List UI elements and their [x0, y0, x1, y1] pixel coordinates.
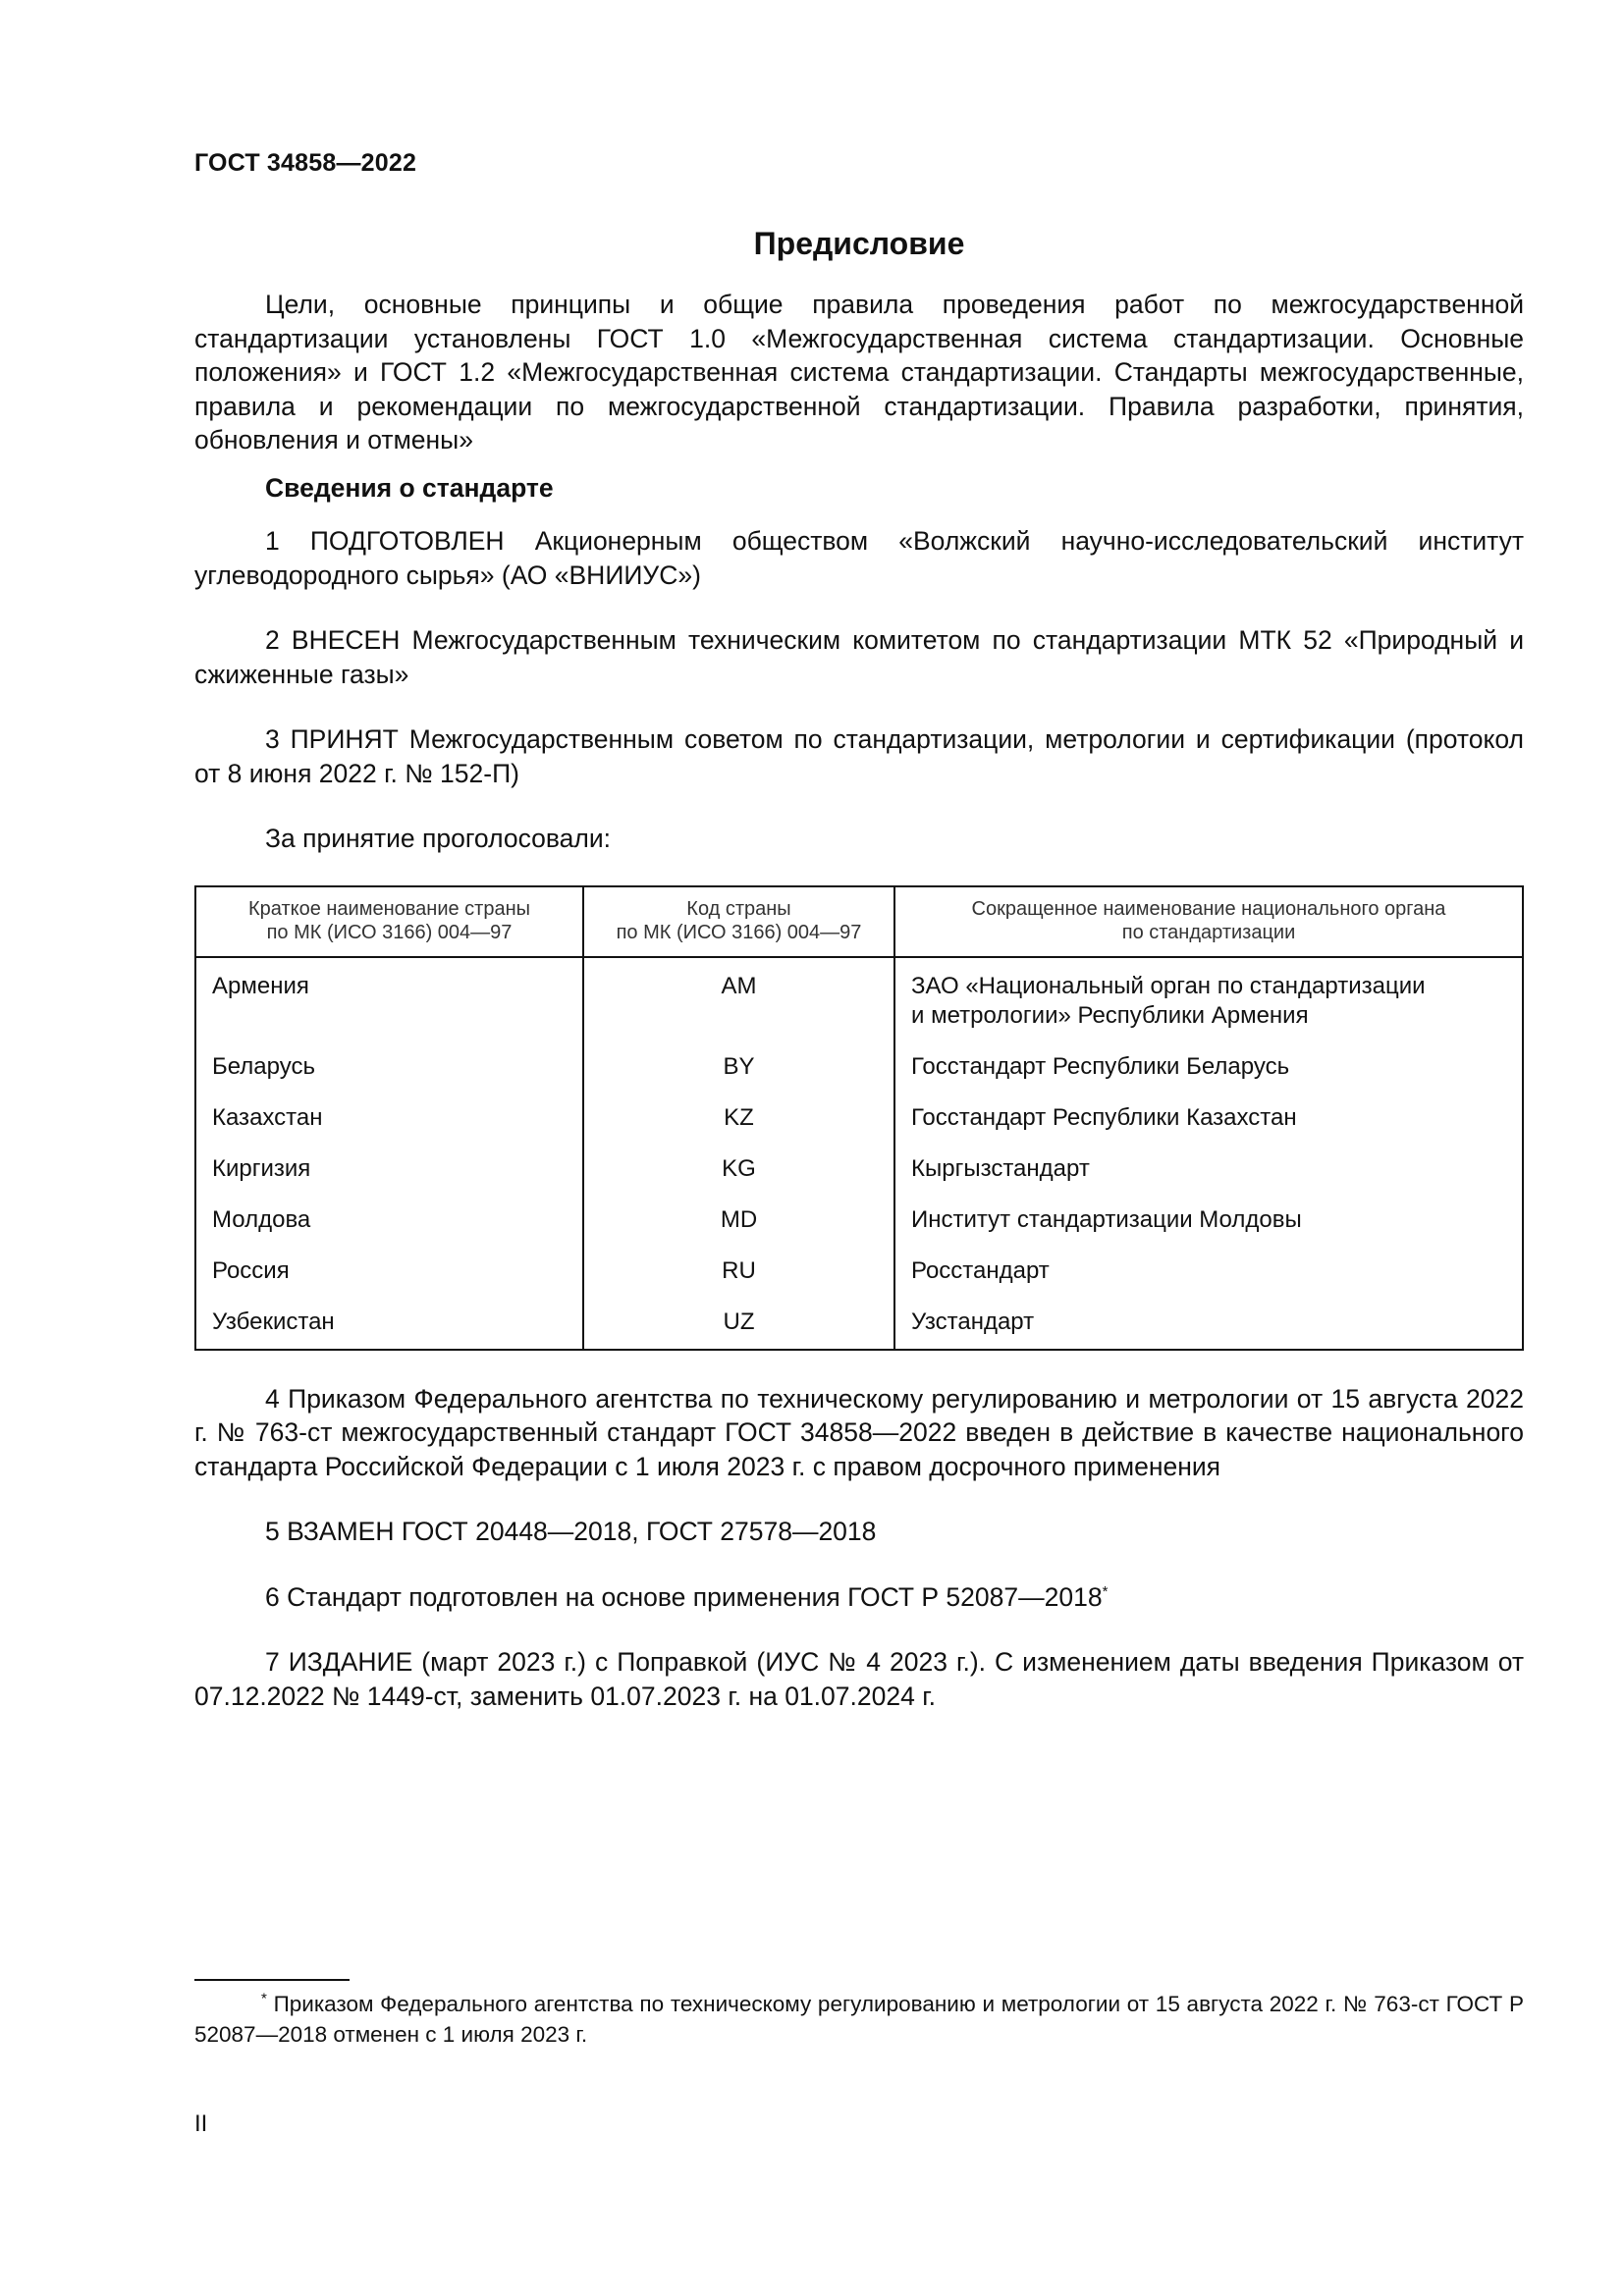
country-cell: Киргизия: [195, 1151, 583, 1202]
item-2: 2 ВНЕСЕН Межгосударственным техническим комитетом по стандартизации МТК 52 «Природный и сжиженные газы»: [194, 625, 1524, 689]
footnote-reference: *: [1102, 1582, 1109, 1600]
item-7: 7 ИЗДАНИЕ (март 2023 г.) с Поправкой (ИУС № 4 2023 г.). С изменением даты введения Приказом от 07.12.2022 № 1449-ст, заменить 01.07.2023 г. на 01.07.2024 г.: [194, 1647, 1524, 1711]
header-body: Сокращенное наименование национального органа по стандартизации: [894, 886, 1523, 957]
item-6: [194, 1580, 1524, 1615]
body-cell: Кыргызстандарт: [894, 1151, 1523, 1202]
footnote-text: * Приказом Федерального агентства по техническому регулированию и метрологии от 15 августа 2022 г. № 763-ст ГОСТ Р 52087—2018 отменен с 1 июля 2023 г.: [194, 1990, 1524, 2047]
body-cell: Госстандарт Республики Казахстан: [894, 1100, 1523, 1151]
table-row: [195, 1049, 1523, 1100]
body-cell: Росстандарт: [894, 1254, 1523, 1305]
code-cell: KG: [583, 1151, 894, 1202]
footnote: [194, 1979, 1524, 2050]
body-cell: Узстандарт: [894, 1305, 1523, 1350]
code-cell: KZ: [583, 1100, 894, 1151]
foreword-section: [194, 224, 1524, 1713]
header-country: Краткое наименование страны по МК (ИСО 3166) 004—97: [195, 886, 583, 957]
item-4: 4 Приказом Федерального агентства по техническому регулированию и метрологии от 15 августа 2022 г. № 763-ст межгосударственный стандарт ГОСТ 34858—2022 введен в действие в качестве национального стандарта Российской Федерации с 1 июля 2023 г. с правом досрочного применения: [194, 1383, 1524, 1481]
body-cell: Институт стандартизации Молдовы: [894, 1202, 1523, 1254]
country-cell: Беларусь: [195, 1049, 583, 1100]
country-cell: Казахстан: [195, 1100, 583, 1151]
item-3: 3 ПРИНЯТ Межгосударственным советом по стандартизации, метрологии и сертификации (протокол от 8 июня 2022 г. № 152-П): [194, 724, 1524, 788]
code-cell: MD: [583, 1202, 894, 1254]
subheading: Сведения о стандарте: [265, 472, 554, 503]
item-5: 5 ВЗАМЕН ГОСТ 20448—2018, ГОСТ 27578—2018: [265, 1517, 877, 1546]
code-cell: RU: [583, 1254, 894, 1305]
table-row: [195, 1202, 1523, 1254]
vote-intro: За принятие проголосовали:: [265, 824, 612, 853]
footnote-mark: *: [261, 1990, 267, 2007]
page-number: II: [194, 2110, 208, 2137]
code-cell: AM: [583, 957, 894, 1049]
intro-paragraph: Цели, основные принципы и общие правила проведения работ по межгосударственной стандартизации установлены ГОСТ 1.0 «Межгосударственная система стандартизации. Основные положения» и ГОСТ 1.2 «Межгосударственная система стандартизации. Стандарты межгосударственные, правила и рекомендации по межгосударственной стандартизации. Правила разработки, принятия, обновления и отмены»: [194, 290, 1524, 454]
table-row: [195, 1305, 1523, 1350]
item-1: 1 ПОДГОТОВЛЕН Акционерным обществом «Волжский научно-исследовательский институт углеводородного сырья» (АО «ВНИИУС»): [194, 526, 1524, 590]
country-cell: Россия: [195, 1254, 583, 1305]
body-cell: ЗАО «Национальный орган по стандартизации и метрологии» Республики Армения: [894, 957, 1523, 1049]
table-row: [195, 1100, 1523, 1151]
table-header-row: [195, 886, 1523, 957]
voting-table: [194, 885, 1524, 1351]
item-6-text: 6 Стандарт подготовлен на основе применения ГОСТ Р 52087—2018: [265, 1581, 1103, 1612]
country-cell: Армения: [195, 957, 583, 1049]
code-cell: UZ: [583, 1305, 894, 1350]
country-cell: Молдова: [195, 1202, 583, 1254]
country-cell: Узбекистан: [195, 1305, 583, 1350]
header-code: Код страны по МК (ИСО 3166) 004—97: [583, 886, 894, 957]
document-designation: ГОСТ 34858—2022: [194, 149, 417, 177]
code-cell: BY: [583, 1049, 894, 1100]
body-cell: Госстандарт Республики Беларусь: [894, 1049, 1523, 1100]
table-row: [195, 1151, 1523, 1202]
table-row: [195, 1254, 1523, 1305]
table-row: [195, 957, 1523, 1049]
page-title: Предисловие: [753, 226, 965, 261]
footnote-divider: [194, 1979, 350, 1981]
